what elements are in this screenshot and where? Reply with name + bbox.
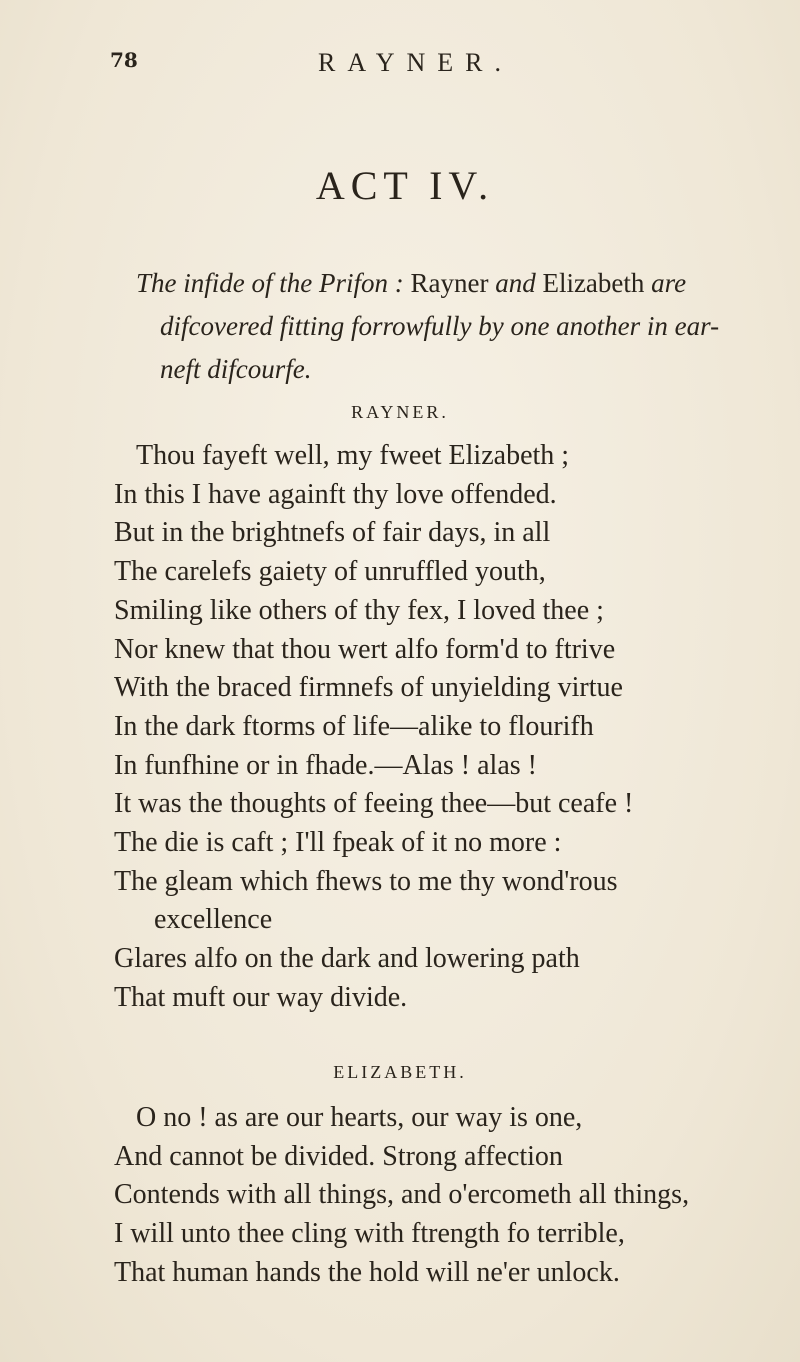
act-heading: ACT IV. bbox=[315, 163, 495, 208]
verse-line: In this I have againft thy love offended. bbox=[114, 478, 557, 510]
speech-elizabeth bbox=[114, 1099, 794, 1293]
verse-line: Glares alfo on the dark and lowering path bbox=[114, 943, 580, 975]
stage-direction-text: are bbox=[644, 268, 687, 298]
verse-line: In funfhine or in fhade.—Alas ! alas ! bbox=[114, 749, 537, 781]
stage-direction-line-2: difcovered fitting forrowfully by one another in ear- bbox=[160, 311, 720, 341]
verse-line: But in the brightnefs of fair days, in all bbox=[114, 517, 551, 549]
speaker-label: RAYNER. bbox=[351, 402, 449, 422]
verse-line: Contends with all things, and o'ercometh all things, bbox=[114, 1179, 690, 1211]
verse-line: The carelefs gaiety of unruffled youth, bbox=[114, 556, 546, 588]
stage-direction-line-3: neft difcourfe. bbox=[160, 354, 312, 384]
verse-line-continuation: excellence bbox=[154, 904, 273, 936]
verse-line: With the braced firmnefs of unyielding virtue bbox=[114, 672, 623, 704]
verse-line: O no ! as are our hearts, our way is one, bbox=[136, 1102, 583, 1133]
running-title: RAYNER. bbox=[318, 48, 514, 77]
verse-line: The gleam which fhews to me thy wond'rous bbox=[114, 865, 618, 897]
stage-direction bbox=[136, 262, 776, 391]
verse-line: That muft our way divide. bbox=[114, 981, 408, 1013]
speaker-label: ELIZABETH. bbox=[333, 1062, 467, 1082]
verse-line: Thou fayeft well, my fweet Elizabeth ; bbox=[136, 440, 570, 471]
stage-direction-text: The infide of the Prifon : bbox=[136, 268, 411, 298]
character-name: Elizabeth bbox=[542, 268, 645, 298]
character-name: Rayner bbox=[410, 268, 489, 298]
verse-line: And cannot be divided. Strong affection bbox=[114, 1140, 563, 1172]
verse-line: That human hands the hold will ne'er unlock. bbox=[114, 1256, 620, 1288]
speech-rayner bbox=[114, 437, 794, 1018]
stage-direction-line-1 bbox=[136, 262, 776, 305]
verse-line: It was the thoughts of feeing thee—but ceafe ! bbox=[114, 788, 634, 820]
verse-line: Smiling like others of thy fex, I loved thee ; bbox=[114, 594, 604, 626]
running-head bbox=[110, 48, 710, 88]
verse-line: In the dark ftorms of life—alike to flourifh bbox=[114, 710, 594, 742]
verse-line: I will unto thee cling with ftrength fo terrible, bbox=[114, 1218, 625, 1250]
page-number: 78 bbox=[110, 48, 138, 72]
stage-direction-text: and bbox=[488, 268, 543, 298]
verse-line: Nor knew that thou wert alfo form'd to ftrive bbox=[114, 633, 616, 665]
verse-line: The die is caft ; I'll fpeak of it no more : bbox=[114, 827, 562, 859]
